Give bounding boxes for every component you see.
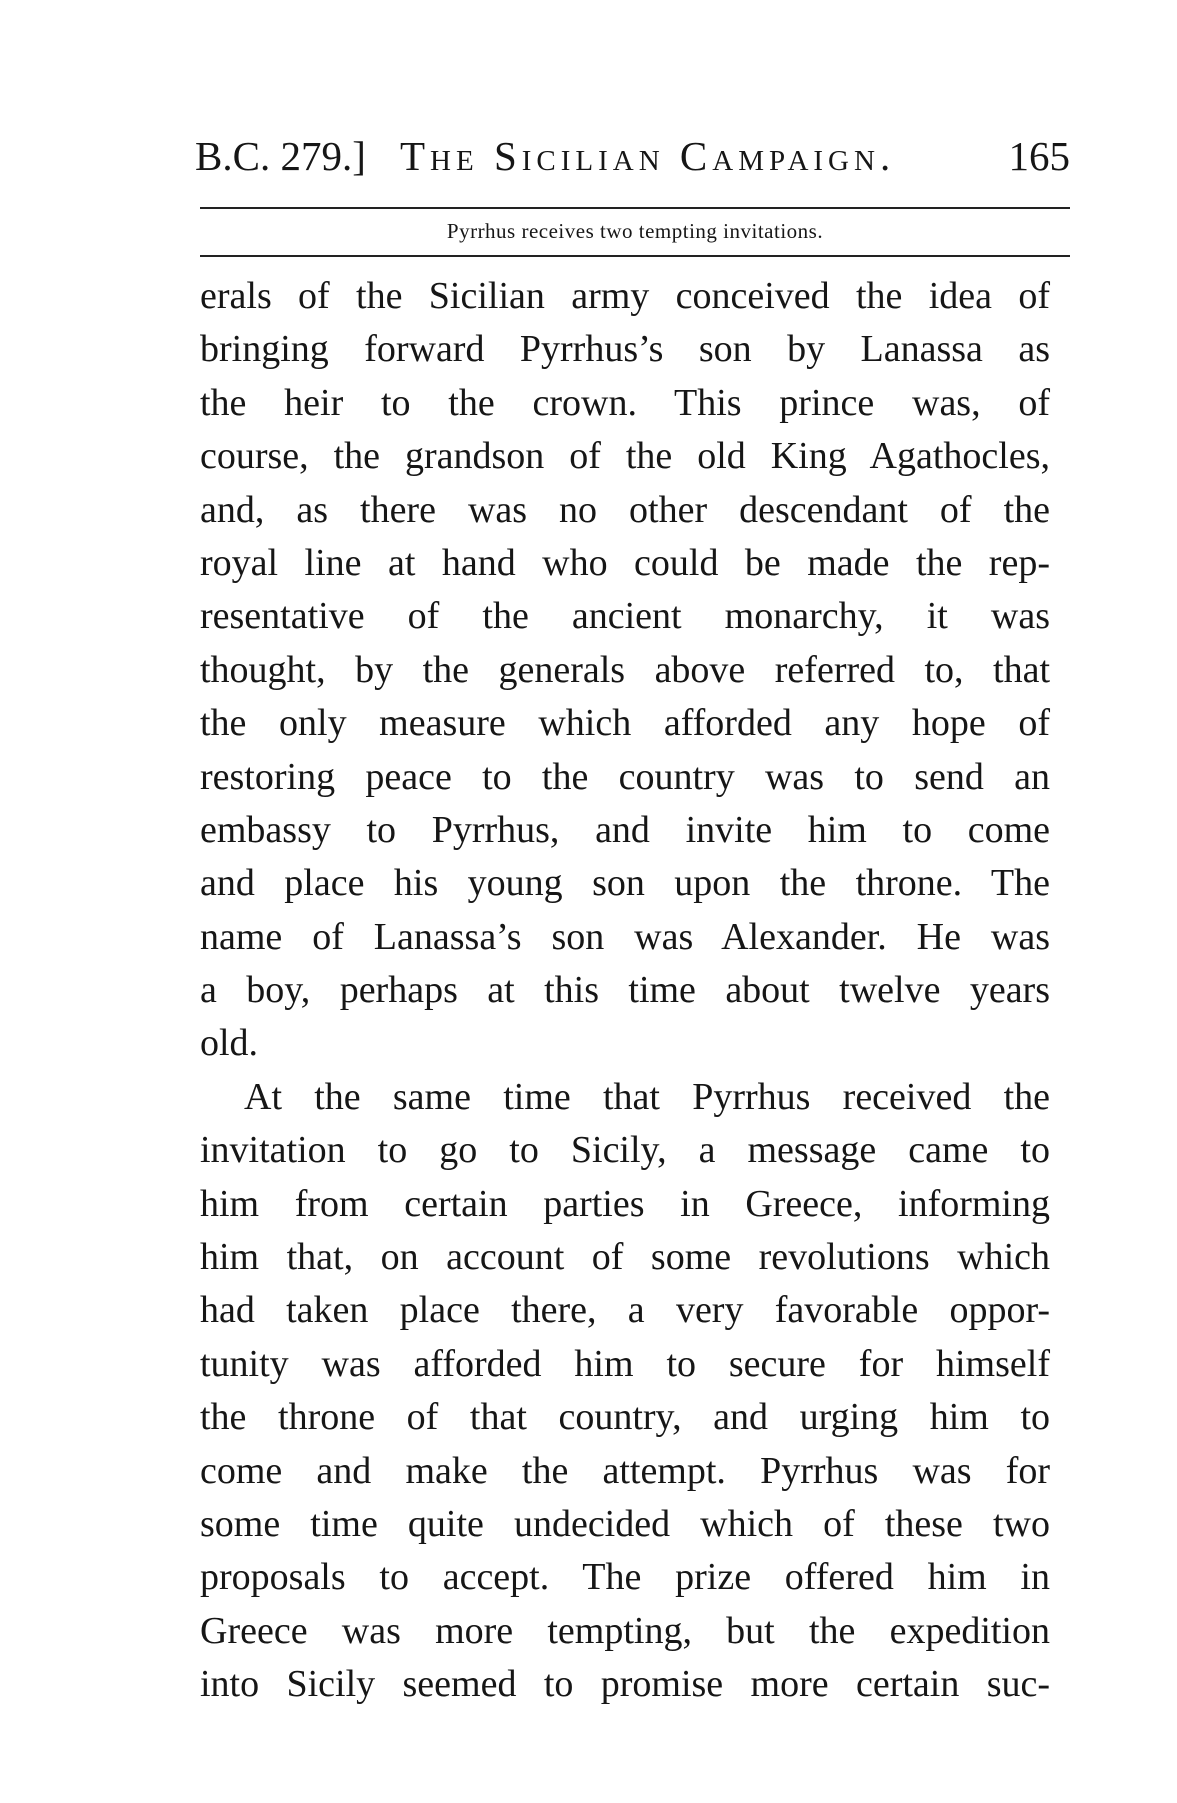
text-line: a boy, perhaps at this time about twelve years [200,969,1050,1012]
text-line: thought, by the generals above referred to, that [200,648,1050,691]
page-subheading: Pyrrhus receives two tempting invitations. [446,219,824,243]
text-line: bringing forward Pyrrhus’s son by Lanassa as [200,328,1050,371]
text-line: invitation to go to Sicily, a message came to [200,1129,1050,1172]
text-line: Greece was more tempting, but the expedition [200,1609,1050,1652]
running-header [195,128,1070,184]
text-line: the only measure which afforded any hope of [200,702,1050,745]
text-line: and place his young son upon the throne. The [200,862,1050,905]
paragraph-start-line: At the same time that Pyrrhus received the [244,1075,1050,1118]
header-title: The Sicilian Campaign. [400,133,896,179]
page-number: 165 [1008,133,1070,179]
text-line: him from certain parties in Greece, informing [200,1182,1050,1225]
text-line: proposals to accept. The prize offered him in [200,1556,1050,1599]
text-line: erals of the Sicilian army conceived the idea of [200,275,1050,317]
text-line: the throne of that country, and urging him to [200,1396,1050,1439]
text-line: come and make the attempt. Pyrrhus was for [200,1449,1050,1492]
text-line: old. [200,1022,259,1065]
text-line: restoring peace to the country was to send an [200,755,1050,798]
text-line: embassy to Pyrrhus, and invite him to come [200,808,1050,851]
text-line: the heir to the crown. This prince was, of [200,381,1050,424]
text-line: name of Lanassa’s son was Alexander. He was [200,915,1050,958]
text-line: tunity was afforded him to secure for himself [200,1342,1050,1385]
text-line: had taken place there, a very favorable oppor- [200,1289,1050,1332]
text-line: resentative of the ancient monarchy, it was [200,595,1050,638]
header-rule-top [200,207,1070,209]
text-line: into Sicily seemed to promise more certain suc- [200,1663,1050,1706]
text-line: and, as there was no other descendant of the [200,488,1050,531]
text-line: course, the grandson of the old King Agathocles, [200,435,1050,478]
body-text [200,270,1050,1712]
text-line: him that, on account of some revolutions which [200,1236,1050,1279]
header-date: B.C. 279.] [195,133,366,179]
header-rule-bottom [200,255,1070,257]
text-line: some time quite undecided which of these two [200,1502,1050,1545]
text-line: royal line at hand who could be made the rep- [200,541,1050,584]
